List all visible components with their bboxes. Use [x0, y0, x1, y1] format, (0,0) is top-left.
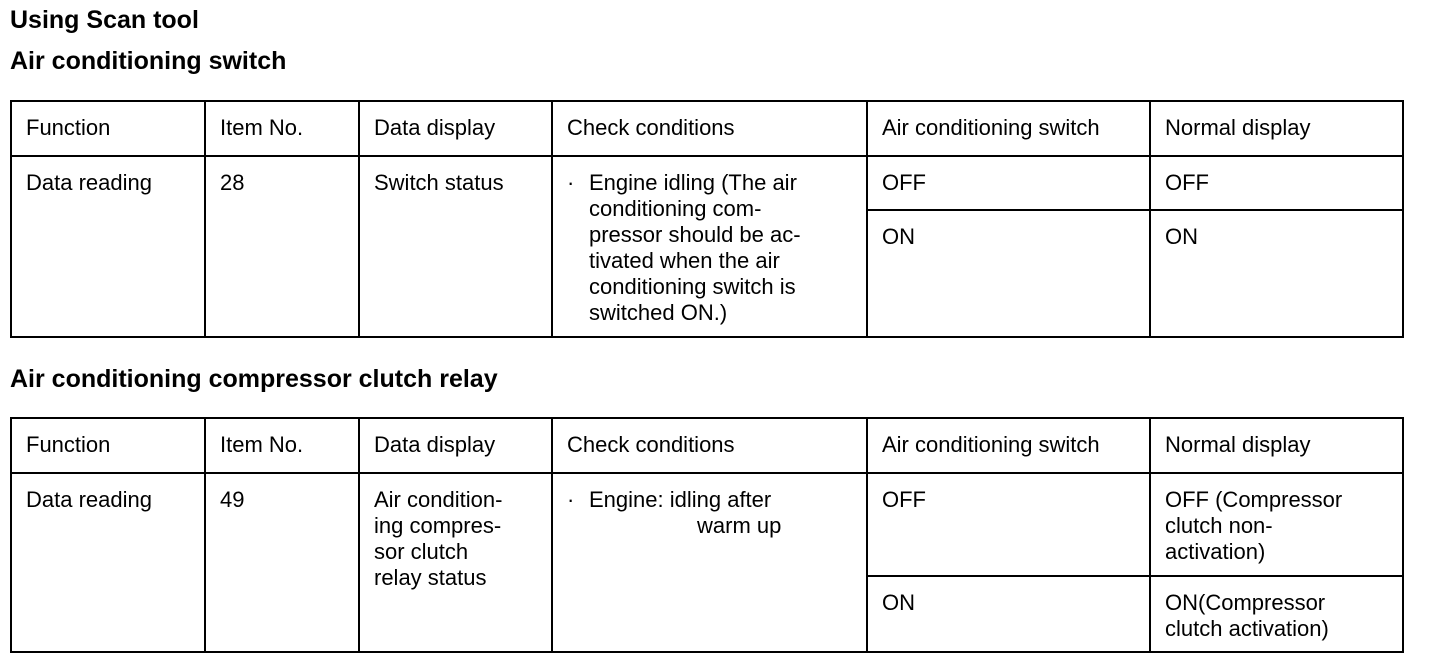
header-normal-display: Normal display: [1150, 101, 1403, 156]
header-function: Function: [11, 418, 205, 473]
page-title: Using Scan tool: [10, 6, 199, 34]
compressor-relay-table: [10, 417, 1404, 653]
cell-check-conditions: [552, 473, 867, 652]
cell-normal-off: OFF: [1150, 156, 1403, 210]
check-conditions-line-1: Engine: idling after: [589, 487, 772, 512]
header-item-no: Item No.: [205, 418, 359, 473]
cell-item-no: 49: [205, 473, 359, 652]
section-title-ac-switch: Air conditioning switch: [10, 47, 287, 75]
header-check-conditions: Check conditions: [552, 101, 867, 156]
cell-switch-on: ON: [867, 210, 1150, 337]
ac-switch-table: [10, 100, 1404, 338]
bullet-mark: ·: [567, 487, 575, 512]
check-conditions-line-2: warm up: [697, 513, 782, 538]
header-ac-switch: Air conditioning switch: [867, 418, 1150, 473]
header-ac-switch: Air conditioning switch: [867, 101, 1150, 156]
bullet-mark: ·: [567, 170, 575, 195]
cell-data-display: Switch status: [359, 156, 552, 337]
cell-normal-off: OFF (Compressor clutch non- activation): [1150, 473, 1403, 576]
cell-normal-on: ON: [1150, 210, 1403, 337]
table-row: [11, 156, 1403, 210]
header-item-no: Item No.: [205, 101, 359, 156]
cell-switch-off: OFF: [867, 156, 1150, 210]
cell-normal-on: ON(Compressor clutch activation): [1150, 576, 1403, 652]
cell-item-no: 28: [205, 156, 359, 337]
cell-function: Data reading: [11, 473, 205, 652]
cell-check-conditions: [552, 156, 867, 337]
header-data-display: Data display: [359, 101, 552, 156]
header-normal-display: Normal display: [1150, 418, 1403, 473]
cell-data-display: Air condition- ing compres- sor clutch relay status: [359, 473, 552, 652]
table-row: [11, 473, 1403, 576]
cell-function: Data reading: [11, 156, 205, 337]
header-check-conditions: Check conditions: [552, 418, 867, 473]
header-data-display: Data display: [359, 418, 552, 473]
cell-switch-off: OFF: [867, 473, 1150, 576]
section-title-compressor-relay: Air conditioning compressor clutch relay: [10, 365, 498, 393]
header-function: Function: [11, 101, 205, 156]
table-header-row: [11, 101, 1403, 156]
table-header-row: [11, 418, 1403, 473]
cell-switch-on: ON: [867, 576, 1150, 652]
check-conditions-text: Engine idling (The air conditioning com- pressor should be ac- tivated when the air conditioning switch is switched ON.): [589, 170, 801, 325]
